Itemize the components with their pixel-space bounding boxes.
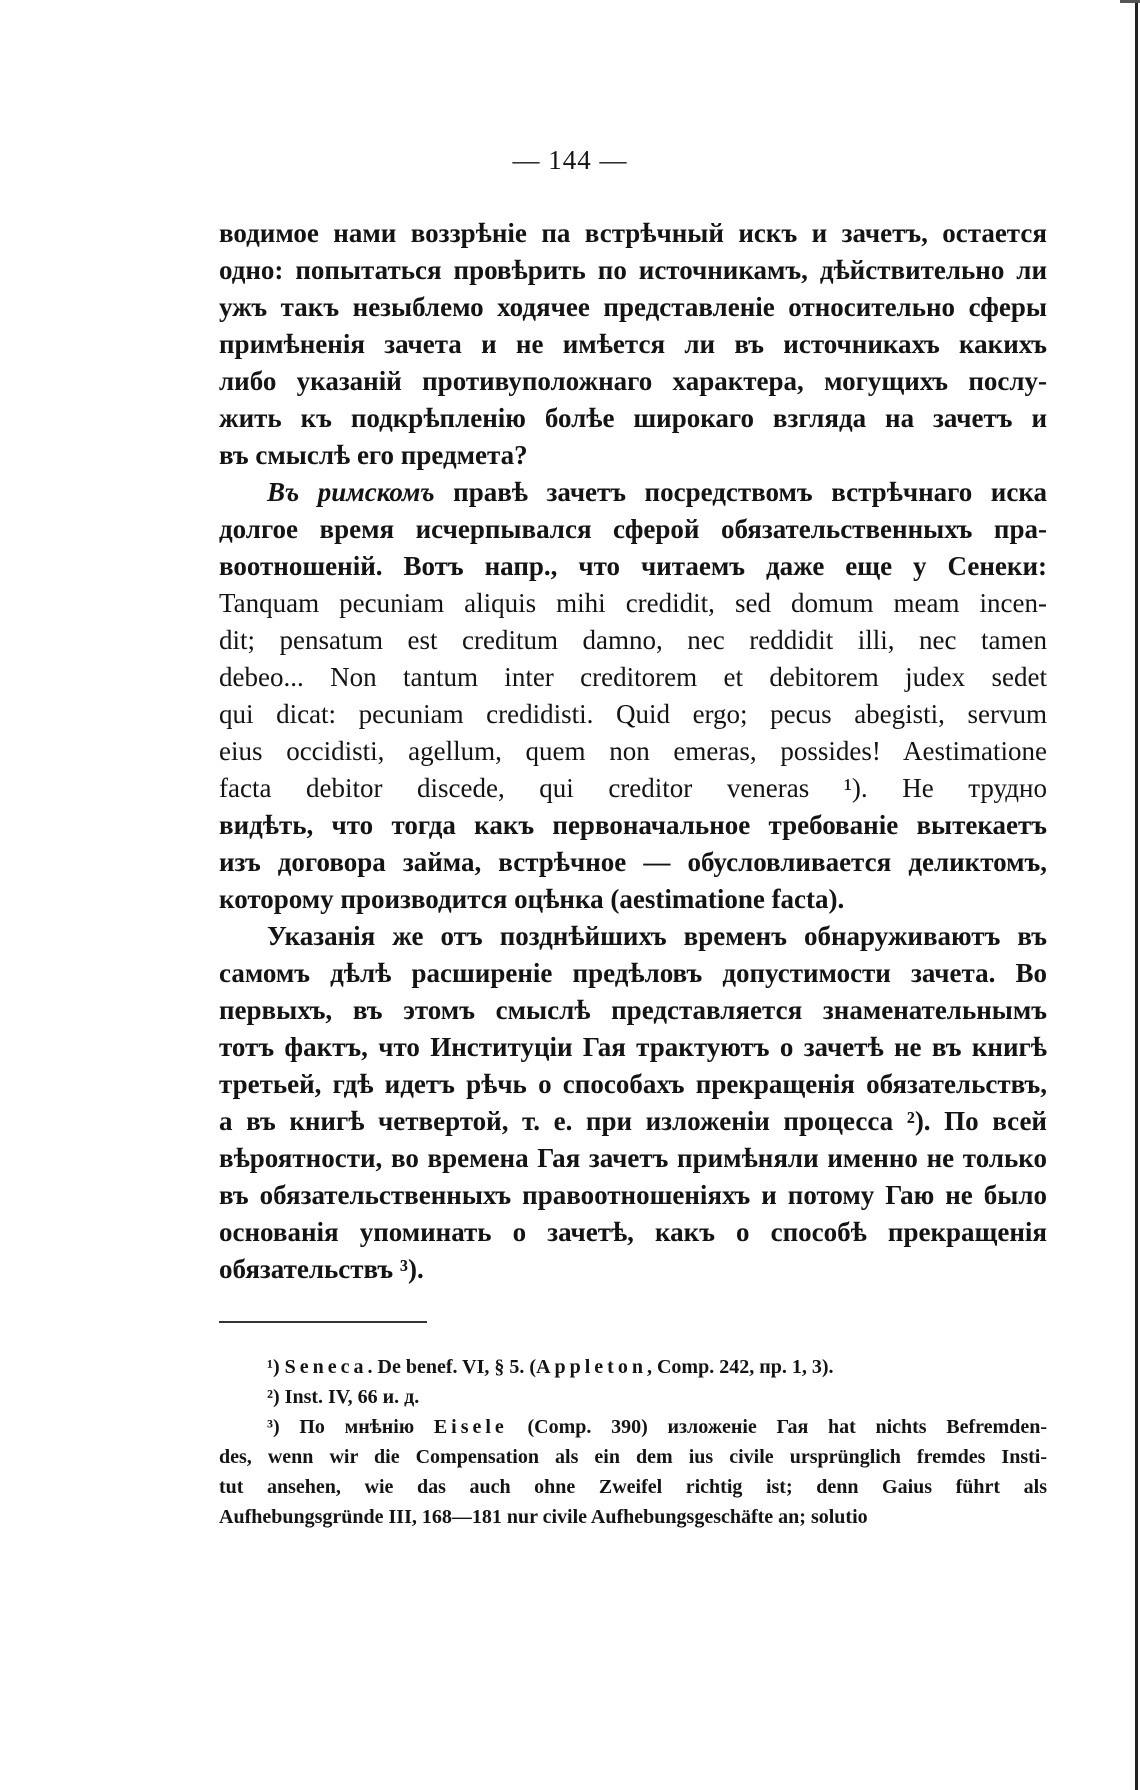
text-line bbox=[219, 511, 1047, 548]
text-segment: водимое нами воззрѣніе па встрѣчный искъ и зачетъ, остается bbox=[219, 218, 1047, 248]
text-segment: воотношеній. Вотъ напр., что читаемъ даже еще у Сенеки: bbox=[219, 551, 1047, 581]
text-line bbox=[219, 548, 1047, 585]
text-segment: либо указаній противуположнаго характера, могущихъ послу- bbox=[219, 366, 1047, 396]
text-line bbox=[219, 1412, 1047, 1442]
text-line bbox=[219, 1140, 1047, 1177]
text-segment: долгое время исчерпывался сферой обязательственныхъ пра- bbox=[219, 514, 1047, 544]
text-line bbox=[219, 400, 1047, 437]
text-segment: жить къ подкрѣпленію болѣе широкаго взгляда на зачетъ и bbox=[219, 403, 1047, 433]
text-segment: правѣ зачетъ посредствомъ встрѣчнаго иска bbox=[434, 477, 1047, 507]
text-line bbox=[219, 1352, 1047, 1382]
text-segment: обязательствъ ³). bbox=[219, 1254, 424, 1284]
text-line bbox=[219, 696, 1047, 733]
text-line bbox=[219, 585, 1047, 622]
text-segment: qui dicat: pecuniam credidisti. Quid ergo; pecus abegisti, servum bbox=[219, 699, 1047, 729]
text-line bbox=[219, 1177, 1047, 1214]
text-segment: примѣненія зачета и не имѣется ли въ источникахъ какихъ bbox=[219, 329, 1047, 359]
text-segment: вѣроятности, во времена Гая зачетъ примѣняли именно не только bbox=[219, 1143, 1047, 1173]
text-segment: Указанія же отъ позднѣйшихъ временъ обнаруживаютъ въ bbox=[267, 921, 1047, 951]
text-segment: tut ansehen, wie das auch ohne Zweifel richtig ist; denn Gaius führt als bbox=[219, 1476, 1047, 1498]
spaced-name: Eisele bbox=[433, 1416, 508, 1438]
text-segment: основанія упоминать о зачетѣ, какъ о способѣ прекращенія bbox=[219, 1217, 1047, 1247]
footnote bbox=[219, 1352, 1047, 1382]
text-segment: а въ книгѣ четвертой, т. е. при изложеніи процесса ²). По всей bbox=[219, 1106, 1047, 1136]
text-segment: ¹) bbox=[267, 1356, 285, 1378]
text-line bbox=[219, 1502, 1047, 1532]
text-line bbox=[219, 918, 1047, 955]
text-line bbox=[219, 622, 1047, 659]
text-segment: въ обязательственныхъ правоотношеніяхъ и потому Гаю не было bbox=[219, 1180, 1047, 1210]
text-line bbox=[219, 1472, 1047, 1502]
text-line bbox=[219, 1442, 1047, 1472]
text-segment: одно: попытаться провѣрить по источникамъ, дѣйствительно ли bbox=[219, 255, 1047, 285]
text-line bbox=[219, 770, 1047, 807]
text-line bbox=[219, 1029, 1047, 1066]
spaced-name: Appleton bbox=[536, 1356, 647, 1378]
paragraph bbox=[219, 474, 1047, 918]
text-segment: . De benef. VI, § 5. ( bbox=[367, 1356, 537, 1378]
text-segment: которому производится оцѣнка (aestimatione facta). bbox=[219, 884, 845, 914]
text-line bbox=[219, 215, 1047, 252]
text-line bbox=[219, 474, 1047, 511]
page-edge-top bbox=[1120, 0, 1140, 3]
text-line bbox=[219, 1251, 1047, 1288]
footnotes bbox=[219, 1352, 1047, 1532]
text-segment: facta debitor discede, qui creditor veneras ¹). Не трудно bbox=[219, 773, 1047, 803]
text-line bbox=[219, 1066, 1047, 1103]
text-segment: видѣть, что тогда какъ первоначальное требованіе вытекаетъ bbox=[219, 810, 1047, 840]
footnote bbox=[219, 1382, 1047, 1412]
text-line bbox=[219, 807, 1047, 844]
text-line bbox=[219, 363, 1047, 400]
paragraph bbox=[219, 215, 1047, 474]
text-segment: , Comp. 242, пр. 1, 3). bbox=[646, 1356, 834, 1378]
text-segment: первыхъ, въ этомъ смыслѣ представляется знаменательнымъ bbox=[219, 995, 1047, 1025]
text-line bbox=[219, 252, 1047, 289]
text-segment: въ смыслѣ его предмета? bbox=[219, 440, 528, 470]
text-segment: ужъ такъ незыблемо ходячее представленіе относительно сферы bbox=[219, 292, 1047, 322]
text-line bbox=[219, 326, 1047, 363]
footnote bbox=[219, 1412, 1047, 1532]
text-segment: des, wenn wir die Compensation als ein dem ius civile ursprünglich fremdes Insti- bbox=[219, 1446, 1047, 1468]
text-line bbox=[219, 1382, 1047, 1412]
text-line bbox=[219, 437, 1047, 474]
emphasis-text: Въ римскомъ bbox=[267, 477, 435, 507]
text-segment: dit; pensatum est creditum damno, nec reddidit illi, nec tamen bbox=[219, 625, 1047, 655]
text-line bbox=[219, 659, 1047, 696]
text-line bbox=[219, 1214, 1047, 1251]
text-segment: самомъ дѣлѣ расширеніе предѣловъ допустимости зачета. Во bbox=[219, 958, 1047, 988]
text-segment: изъ договора займа, встрѣчное — обусловливается деликтомъ, bbox=[219, 847, 1047, 877]
text-line bbox=[219, 881, 1047, 918]
text-line bbox=[219, 733, 1047, 770]
text-line bbox=[219, 844, 1047, 881]
text-line bbox=[219, 992, 1047, 1029]
paragraph bbox=[219, 918, 1047, 1288]
text-segment: debeo... Non tantum inter creditorem et debitorem judex sedet bbox=[219, 662, 1047, 692]
page-edge bbox=[1135, 0, 1138, 1790]
text-segment: (Comp. 390) изложеніе Гая hat nichts Befremden- bbox=[507, 1416, 1047, 1438]
text-line bbox=[219, 289, 1047, 326]
text-segment: eius occidisti, agellum, quem non emeras, possides! Aestimatione bbox=[219, 736, 1047, 766]
text-line bbox=[219, 1103, 1047, 1140]
text-line bbox=[219, 955, 1047, 992]
text-segment: третьей, гдѣ идетъ рѣчь о способахъ прекращенія обязательствъ, bbox=[219, 1069, 1047, 1099]
footnote-rule bbox=[219, 1321, 427, 1323]
text-segment: ²) Inst. IV, 66 и. д. bbox=[267, 1386, 420, 1408]
text-segment: Tanquam pecuniam aliquis mihi credidit, sed domum meam incen- bbox=[219, 588, 1047, 618]
spaced-name: Seneca bbox=[284, 1356, 368, 1378]
page-number: — 144 — bbox=[512, 145, 628, 175]
text-segment: тотъ фактъ, что Институціи Гая трактуютъ о зачетѣ не въ книгѣ bbox=[219, 1032, 1047, 1062]
text-segment: Aufhebungsgründe III, 168—181 nur civile Aufhebungsgeschäfte an; solutio bbox=[219, 1506, 868, 1528]
body-text bbox=[219, 215, 1047, 1288]
text-segment: ³) По мнѣнію bbox=[267, 1416, 434, 1438]
